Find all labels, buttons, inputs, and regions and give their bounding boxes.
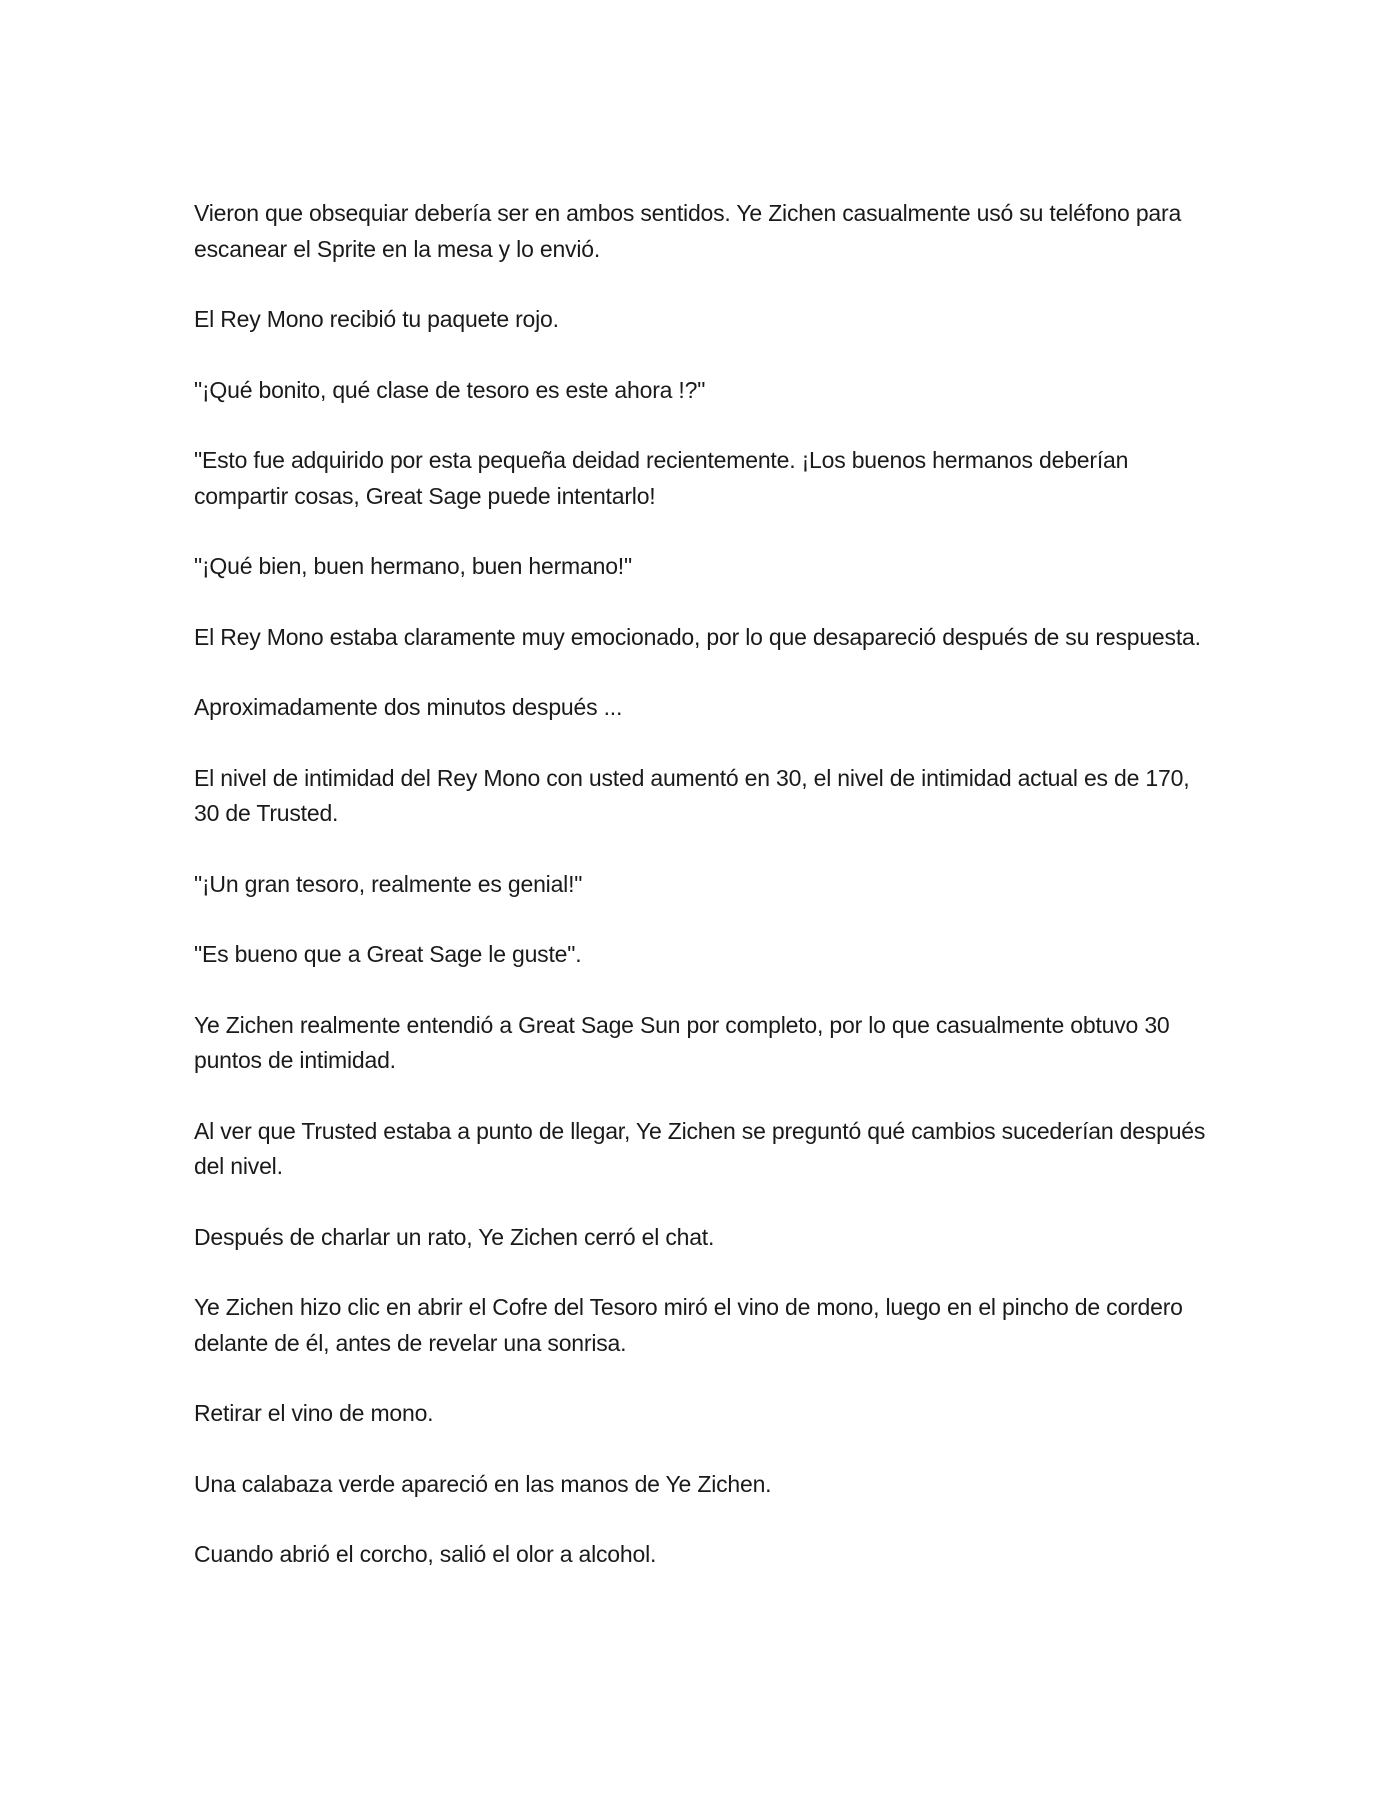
paragraph: Al ver que Trusted estaba a punto de llegar, Ye Zichen se preguntó qué cambios sucederían después del nivel.	[194, 1117, 1206, 1179]
paragraph: El Rey Mono recibió tu paquete rojo.	[194, 306, 559, 332]
paragraph: Ye Zichen realmente entendió a Great Sage Sun por completo, por lo que casualmente obtuvo 30 puntos de intimidad.	[194, 1011, 1170, 1073]
paragraph: Después de charlar un rato, Ye Zichen cerró el chat.	[194, 1223, 715, 1250]
document-body	[194, 196, 1214, 1608]
paragraph: Retirar el vino de mono.	[194, 1400, 434, 1426]
paragraph: El nivel de intimidad del Rey Mono con usted aumentó en 30, el nivel de intimidad actual es de 170, 30 de Trusted.	[194, 764, 1190, 826]
paragraph: "Esto fue adquirido por esta pequeña deidad recientemente. ¡Los buenos hermanos deberían compartir cosas, Great Sage puede intentarlo!	[194, 447, 1129, 509]
paragraph: El Rey Mono estaba claramente muy emocionado, por lo que desapareció después de su respuesta.	[194, 623, 1201, 650]
paragraph: "Es bueno que a Great Sage le guste".	[194, 941, 582, 967]
paragraph: Aproximadamente dos minutos después ...	[194, 694, 623, 720]
paragraph: Cuando abrió el corcho, salió el olor a alcohol.	[194, 1541, 657, 1567]
paragraph: Una calabaza verde apareció en las manos de Ye Zichen.	[194, 1470, 772, 1497]
paragraph: "¡Un gran tesoro, realmente es genial!"	[194, 870, 583, 897]
paragraph: "¡Qué bonito, qué clase de tesoro es este ahora !?"	[194, 376, 706, 403]
paragraph: "¡Qué bien, buen hermano, buen hermano!"	[194, 553, 632, 579]
paragraph: Vieron que obsequiar debería ser en ambos sentidos. Ye Zichen casualmente usó su teléfono para escanear el Sprite en la mesa y lo envió.	[194, 200, 1182, 262]
paragraph: Ye Zichen hizo clic en abrir el Cofre del Tesoro miró el vino de mono, luego en el pincho de cordero delante de él, antes de revelar una sonrisa.	[194, 1294, 1183, 1356]
